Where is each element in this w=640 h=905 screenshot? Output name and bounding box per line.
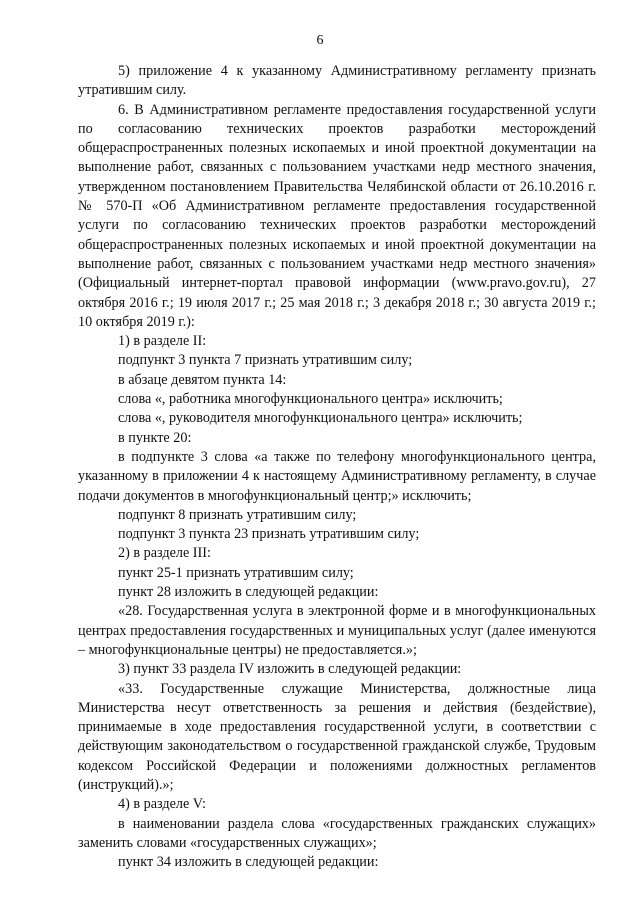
paragraph: подпункт 3 пункта 7 признать утратившим силу; xyxy=(118,352,413,369)
document-body xyxy=(78,62,596,872)
paragraph: в пункте 20: xyxy=(118,429,192,446)
paragraph: 5) приложение 4 к указанному Административному регламенту признать утратившим силу. xyxy=(78,63,596,99)
paragraph: 3) пункт 33 раздела IV изложить в следующей редакции: xyxy=(118,661,462,678)
paragraph: подпункт 3 пункта 23 признать утратившим силу; xyxy=(118,526,420,543)
paragraph: пункт 28 изложить в следующей редакции: xyxy=(118,584,379,601)
paragraph: 4) в разделе V: xyxy=(118,796,206,813)
paragraph: в подпункте 3 слова «а также по телефону многофункционального центра, указанному в приложении 4 к настоящему Административному регламенту, в случае подачи документов в многофункциональный центр;» исключить; xyxy=(78,448,596,504)
paragraph: слова «, руководителя многофункционального центра» исключить; xyxy=(118,410,523,427)
paragraph: слова «, работника многофункционального центра» исключить; xyxy=(118,391,503,408)
paragraph: подпункт 8 признать утратившим силу; xyxy=(118,506,357,523)
paragraph: «33. Государственные служащие Министерства, должностные лица Министерства несут ответственность за решения и действия (бездействие), принимаемые в ходе предоставления государственной услуги, в соответствии с действующим законодательством о государственной гражданской службе, Трудовым кодексом Российской Федерации и положениями должностных регламентов (инструкций).»; xyxy=(78,680,596,793)
paragraph: пункт 34 изложить в следующей редакции: xyxy=(118,854,379,871)
paragraph: 1) в разделе II: xyxy=(118,333,207,350)
paragraph: «28. Государственная услуга в электронной форме и в многофункциональных центрах предоставления государственных и муниципальных услуг (далее именуются – многофункциональные центры) не предоставляется.»; xyxy=(78,603,596,658)
page-number: 6 xyxy=(316,33,324,48)
paragraph: в наименовании раздела слова «государственных гражданских служащих» заменить словами «государственных служащих»; xyxy=(78,815,596,851)
paragraph: 2) в разделе III: xyxy=(118,545,211,562)
paragraph: 6. В Административном регламенте предоставления государственной услуги по согласованию технических проектов разработки месторождений общераспространенных полезных ископаемых и иной проектной документации на выполнение работ, связанных с пользованием участками недр местного значения, утвержденном постановлением Правительства Челябинской области от 26.10.2016 г. № 570-П «Об Административном регламенте предоставления государственной услуги по согласованию технических проектов разработки месторождений общераспространенных полезных ископаемых и иной проектной документации на выполнение работ, связанных с пользованием участками недр местного значения» (Официальный интернет-портал правовой информации (www.pravo.gov.ru), 27 октября 2016 г.; 19 июля 2017 г.; 25 мая 2018 г.; 3 декабря 2018 г.; 30 августа 2019 г.; 10 октября 2019 г.): xyxy=(78,101,596,330)
paragraph: пункт 25-1 признать утратившим силу; xyxy=(118,564,354,581)
paragraph: в абзаце девятом пункта 14: xyxy=(118,371,287,388)
